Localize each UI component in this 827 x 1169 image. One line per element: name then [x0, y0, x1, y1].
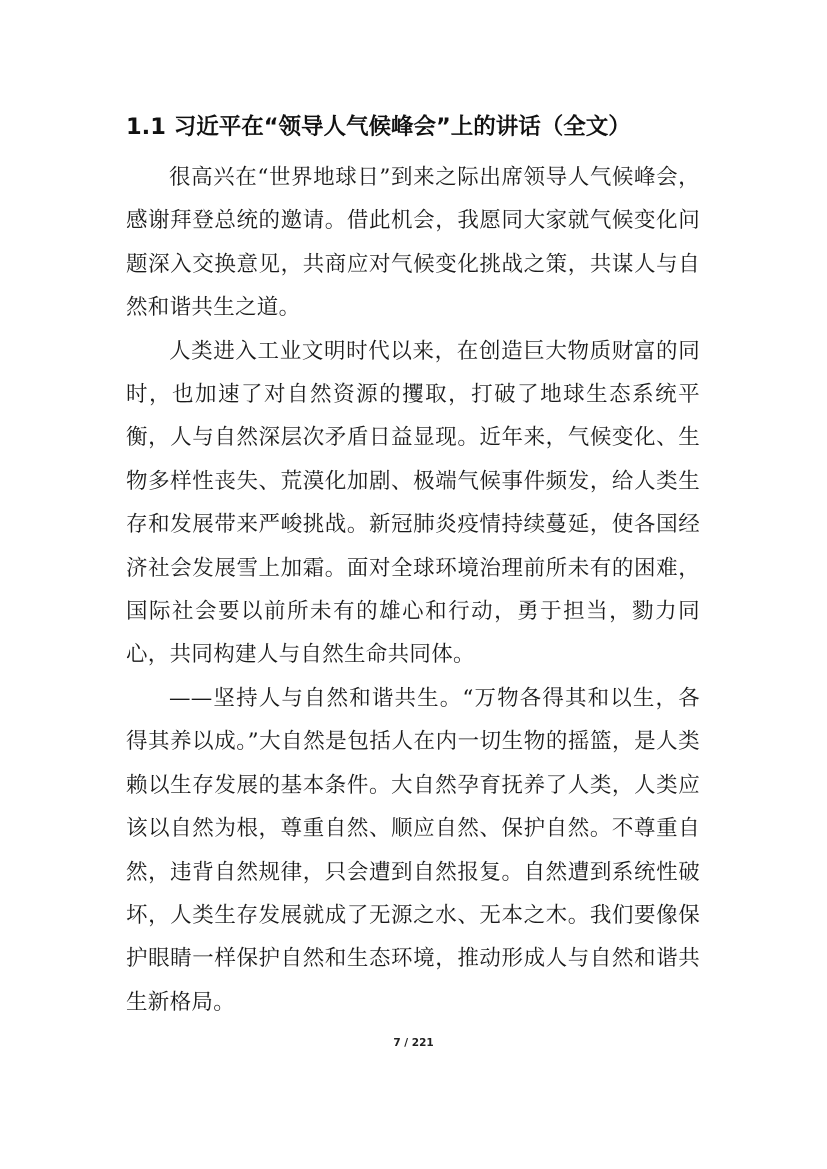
article-body [126, 156, 700, 1024]
paragraph-2: 人类进入工业文明时代以来，在创造巨大物质财富的同时，也加速了对自然资源的攫取，打破了地球生态系统平衡，人与自然深层次矛盾日益显现。近年来，气候变化、生物多样性丧失、荒漠化加剧、极端气候事件频发，给人类生存和发展带来严峻挑战。新冠肺炎疫情持续蔓延，使各国经济社会发展雪上加霜。面对全球环境治理前所未有的困难，国际社会要以前所未有的雄心和行动，勇于担当，勠力同心，共同构建人与自然生命共同体。 [126, 338, 700, 668]
section-heading: 1.1 习近平在“领导人气候峰会”上的讲话（全文） [126, 114, 631, 140]
paragraph-1: 很高兴在“世界地球日”到来之际出席领导人气候峰会，感谢拜登总统的邀请。借此机会，我愿同大家就气候变化问题深入交换意见，共商应对气候变化挑战之策，共谋人与自然和谐共生之道。 [126, 165, 700, 321]
paragraph-3: ——坚持人与自然和谐共生。“万物各得其和以生，各得其养以成。”大自然是包括人在内一切生物的摇篮，是人类赖以生存发展的基本条件。大自然孕育抚养了人类，人类应该以自然为根，尊重自然、顺应自然、保护自然。不尊重自然，违背自然规律，只会遭到自然报复。自然遭到系统性破坏，人类生存发展就成了无源之水、无本之木。我们要像保护眼睛一样保护自然和生态环境，推动形成人与自然和谐共生新格局。 [126, 685, 700, 1015]
page-number: 7 / 221 [393, 1037, 434, 1049]
